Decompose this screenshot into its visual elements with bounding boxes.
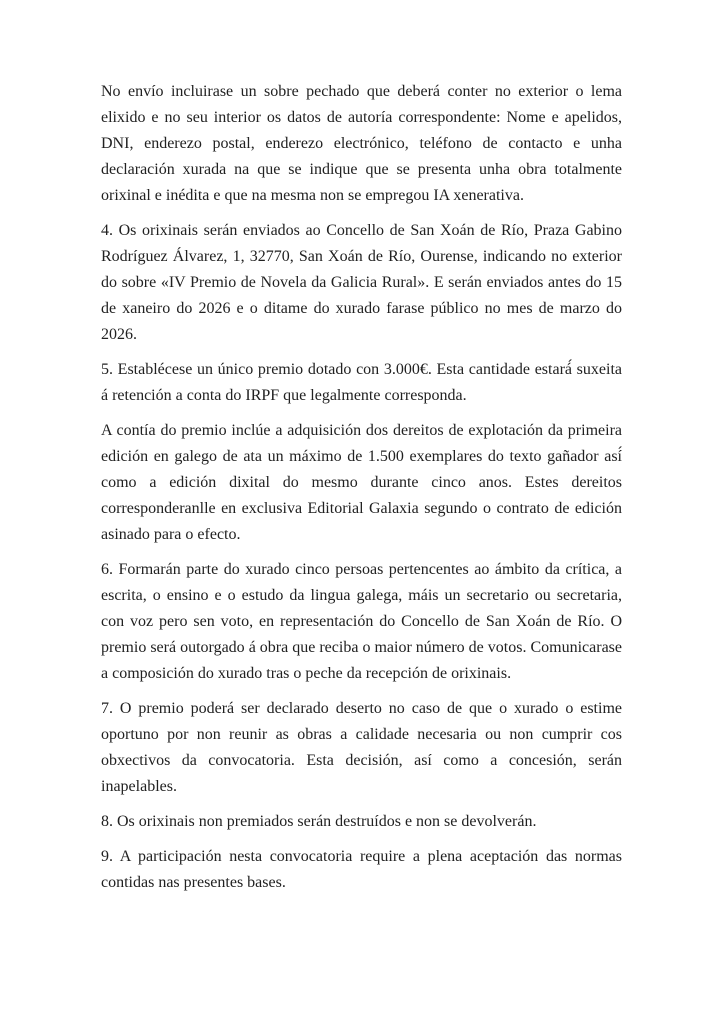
paragraph-clause-6-jury: 6. Formarán parte do xurado cinco persoas pertencentes ao ámbito da crítica, a escrita, o ensino e o estudo da lingua galega, máis un secretario ou secretaria, con voz pero sen voto, en representación do Concello de San Xoán de Río. O premio será outorgado á obra que reciba o maior número de votos. Comunicarase a composición do xurado tras o peche da recepción de orixinais.: [101, 561, 622, 682]
paragraph-envelope-requirements: No envío incluirase un sobre pechado que deberá conter no exterior o lema elixido e no seu interior os datos de autoría correspondente: Nome e apelidos, DNI, enderezo postal, enderezo electrónico, teléfono de contacto e unha declaración xurada na que se indique que se presenta unha obra totalmente orixinal e inédita e que na mesma non se empregou IA xenerativa.: [101, 83, 622, 204]
paragraph-clause-9-acceptance: 9. A participación nesta convocatoria require a plena aceptación das normas contidas nas presentes bases.: [101, 848, 622, 891]
paragraph-clause-7-deserted: 7. O premio poderá ser declarado deserto no caso de que o xurado o estime oportuno por non reunir as obras a calidade necesaria ou non cumprir cos obxectivos da convocatoria. Esta decisión, así como a concesión, serán inapelables.: [101, 700, 622, 795]
paragraph-clause-8-destroyed: 8. Os orixinais non premiados serán destruídos e non se devolverán.: [101, 813, 537, 830]
paragraph-prize-rights: A contía do premio inclúe a adquisición dos dereitos de explotación da primeira edición en galego de ata un máximo de 1.500 exemplares do texto gañador así́ como a edición dixital do mesmo durante cinco anos. Estes dereitos corresponderanlle en exclusiva Editorial Galaxia segundo o contrato de edición asinado para o efecto.: [101, 422, 622, 543]
paragraph-clause-4-submission: 4. Os orixinais serán enviados ao Concello de San Xoán de Río, Praza Gabino Rodríguez Álvarez, 1, 32770, San Xoán de Río, Ourense, indicando no exterior do sobre «IV Premio de Novela da Galicia Rural». E serán enviados antes do 15 de xaneiro do 2026 e o ditame do xurado farase público no mes de marzo do 2026.: [101, 222, 622, 343]
paragraph-clause-5-prize: 5. Establécese un único premio dotado con 3.000€. Esta cantidade estará́ suxeita á retención a conta do IRPF que legalmente corresponda.: [101, 361, 622, 404]
document-text-block: [101, 79, 622, 905]
